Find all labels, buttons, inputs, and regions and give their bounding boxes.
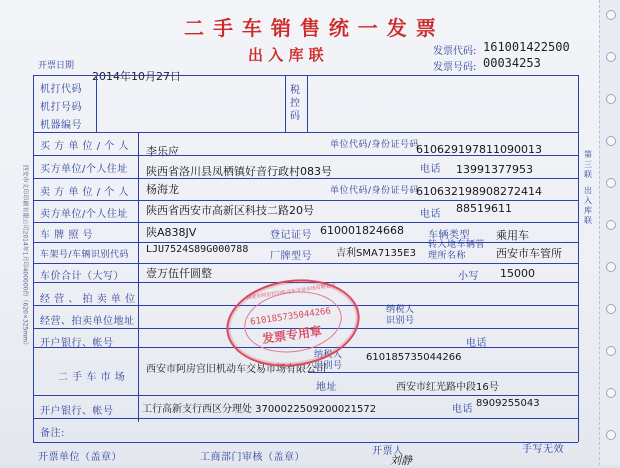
row-line-14: [33, 418, 578, 419]
auction-tax-id-label: 纳税人识别号: [386, 305, 415, 326]
transfer-label: 转入地车辆管理所名称: [428, 240, 486, 261]
market-address: 西安市红光路中段16号: [396, 382, 499, 393]
frame-left: [33, 75, 34, 442]
market-tax-id-label: 纳税人识别号: [314, 350, 343, 371]
seller-name-label: 卖 方 单 位 / 个 人: [40, 187, 129, 198]
taxcode-divider-left: [285, 75, 286, 132]
feed-hole: [606, 388, 616, 398]
reg-label: 登记证号: [270, 230, 312, 241]
buyer-phone: 13991377953: [456, 163, 533, 176]
feed-hole: [606, 10, 616, 20]
machine-number-label: 机打号码: [40, 102, 82, 113]
vin-label: 车架号/车辆识别代码: [40, 250, 130, 260]
buyer-address: 陕西省洛川县凤栖镇好音行政村083号: [146, 165, 332, 178]
auction-address-label: 经营、拍卖单位地址: [40, 316, 135, 327]
seller-address-label: 卖方单位/个人住址: [40, 209, 128, 220]
invoice-number-label: 发票号码:: [433, 62, 477, 73]
total-label: 车价合计（大写）: [40, 271, 124, 282]
row-line-13: [33, 395, 578, 396]
buyer-id-label: 单位代码/身份证号码: [330, 140, 420, 150]
seller-address: 陕西省西安市高新区科技二路20号: [146, 204, 314, 217]
tax-control-label: 税控码: [290, 85, 301, 122]
model-label: 厂牌型号: [270, 251, 312, 262]
seller-phone-label: 电话: [420, 209, 441, 220]
auction-unit-label: 经 营 、 拍 卖 单 位: [40, 294, 136, 305]
copy-name-label: 出入库联: [584, 186, 592, 225]
copy-number-label: 第三联: [584, 150, 592, 179]
plate-number: 陕A838JV: [146, 226, 197, 239]
frame-top: [33, 75, 578, 76]
drawer-signature: 刘静: [390, 454, 412, 467]
row-line-5: [33, 222, 578, 223]
buyer-name-label: 买 方 单 位 / 个 人: [40, 141, 129, 152]
row-line-3: [33, 178, 578, 179]
market-tax-id: 610185735044266: [366, 352, 462, 363]
drawer-label: 开票人: [372, 446, 404, 457]
row-line-6: [33, 242, 578, 243]
reg-number: 610001824668: [320, 224, 404, 237]
vehicle-type: 乘用车: [496, 229, 529, 242]
total-lower: 15000: [500, 267, 535, 280]
market-divider: [138, 347, 139, 422]
market-address-label: 地址: [316, 382, 337, 393]
stamp-bottom-text: 发票专用章: [261, 323, 323, 347]
row-line-2: [33, 155, 578, 156]
feed-hole: [606, 304, 616, 314]
total-small-label: 小写: [458, 271, 479, 282]
buyer-address-label: 买方单位/个人住址: [40, 164, 128, 175]
transfer-office: 西安市车管所: [496, 247, 562, 260]
feed-hole: [606, 136, 616, 146]
tractor-feed-strip: [599, 0, 620, 465]
vin: LJU7524S89G000788: [146, 244, 249, 255]
feed-hole: [606, 220, 616, 230]
auction-phone-label: 电话: [466, 338, 487, 349]
frame-bottom: [33, 442, 578, 443]
auction-bank-label: 开户银行、帐号: [40, 338, 114, 349]
feed-hole: [606, 262, 616, 272]
market-phone: 8909255043: [476, 398, 540, 409]
buyer-name: 李乐应: [146, 145, 179, 158]
invoice-code: 161001422500: [483, 40, 570, 54]
seller-id-label: 单位代码/身份证号码: [330, 186, 420, 196]
stamp-tax-id: 610185735044266: [249, 306, 332, 328]
vehicle-type-label: 车辆类型: [428, 230, 470, 241]
market-label: 二 手 车 市 场: [58, 372, 126, 383]
seller-name: 杨海龙: [146, 183, 179, 196]
issue-date: 2014年10月27日: [92, 70, 181, 83]
row-line-12: [308, 372, 578, 373]
frame-right: [578, 75, 579, 442]
codes-divider: [96, 75, 97, 132]
machine-code-label: 机打代码: [40, 84, 82, 95]
feed-hole: [606, 94, 616, 104]
market-name: 西安市阿房宫旧机动车交易市场有限公司: [146, 364, 326, 375]
model: 吉利SMA7135E3: [336, 248, 416, 259]
inspect-stamp-label: 工商部门审核（盖章）: [200, 452, 305, 463]
seller-id: 610632198908272414: [416, 185, 542, 198]
issue-date-label: 开票日期: [38, 61, 75, 71]
printer-note: 西安市文印印刷有限公司2014年1月印400000份（620×325mm）: [21, 164, 29, 349]
handwrite-invalid-label: 手写无效: [522, 444, 564, 455]
invoice-code-label: 发票代码:: [433, 46, 477, 57]
invoice-subtitle: 出 入 库 联: [248, 46, 324, 64]
seller-phone: 88519611: [456, 202, 512, 215]
plate-label: 车 牌 照 号: [40, 230, 94, 241]
taxcode-divider-right: [307, 75, 308, 132]
invoice-title: 二 手 车 销 售 统 一 发 票: [184, 16, 437, 40]
feed-hole: [606, 178, 616, 188]
row-line-4: [33, 200, 578, 201]
buyer-id: 610629197811090013: [416, 143, 542, 156]
remark-label: 备注:: [40, 428, 65, 439]
seller-stamp-label: 开票单位（盖章）: [38, 452, 122, 463]
market-phone-label: 电话: [452, 404, 473, 415]
market-bank-label: 开户银行、帐号: [40, 406, 114, 417]
feed-hole: [606, 52, 616, 62]
row-line-7: [33, 263, 578, 264]
buyer-phone-label: 电话: [420, 164, 441, 175]
label-column-divider: [138, 132, 139, 347]
feed-hole: [606, 430, 616, 440]
row-line-1: [33, 132, 578, 133]
feed-hole: [606, 346, 616, 356]
machine-serial-label: 机器编号: [40, 120, 82, 131]
total-upper: 壹万伍仟圆整: [146, 267, 212, 280]
market-bank: 工行高新支行西区分理处 3700022509200021572: [142, 404, 377, 415]
invoice-number: 00034253: [483, 56, 541, 70]
stamp-top-text: 西安市阿房宫旧机动车交易市场有限公司: [246, 282, 337, 302]
